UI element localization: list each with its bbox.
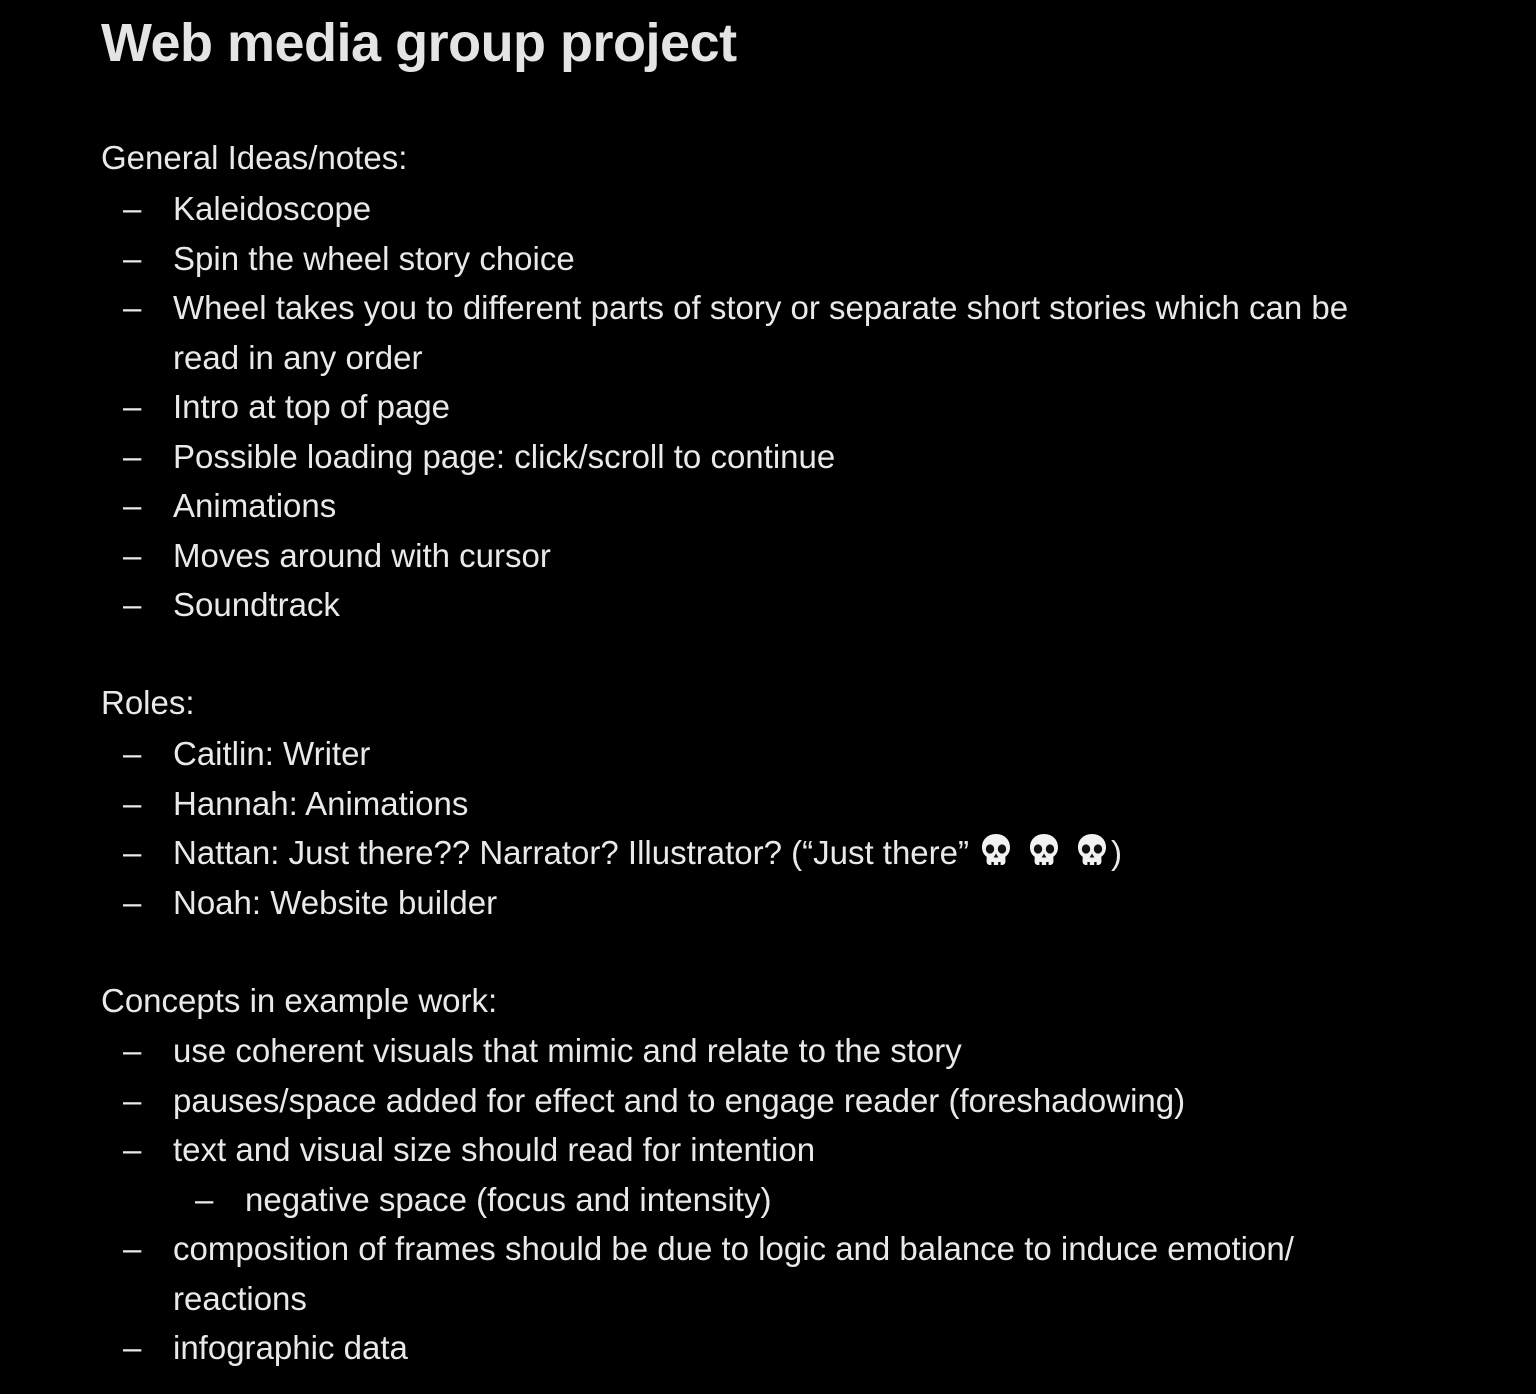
dash-bullet: – [123, 834, 142, 871]
list-item: – Soundtrack [101, 580, 1403, 630]
dash-bullet: – [123, 784, 142, 822]
list-item: – Spin the wheel story choice [101, 234, 1403, 284]
roles-heading: Roles: [101, 684, 195, 721]
dash-bullet: – [123, 1329, 142, 1366]
list-item: – use coherent visuals that mimic and relate to the story [101, 1026, 1403, 1076]
list-item: – Animations [101, 481, 1403, 531]
dash-bullet: – [123, 289, 142, 326]
skull-icon [1027, 832, 1061, 870]
dash-bullet: – [123, 388, 142, 425]
dash-bullet: – [123, 883, 142, 921]
dash-bullet: – [123, 190, 142, 227]
dash-bullet: – [123, 437, 142, 475]
list-item: – Moves around with cursor [101, 531, 1403, 581]
sub-list-item: – negative space (focus and intensity) [101, 1175, 1403, 1225]
list-item: – Wheel takes you to different parts of story or separate short stories which can be read in any order [101, 283, 1403, 382]
concepts-heading: Concepts in example work: [101, 982, 498, 1019]
dash-bullet: – [123, 1131, 142, 1168]
ideas-list [101, 184, 1403, 630]
list-item: – pauses/space added for effect and to engage reader (foreshadowing) [101, 1076, 1403, 1126]
dash-bullet: – [123, 1081, 142, 1119]
dash-bullet: – [123, 239, 142, 277]
dash-bullet: – [123, 1032, 142, 1069]
dash-bullet: – [123, 1230, 142, 1267]
dash-bullet: – [195, 1180, 214, 1218]
list-item: – Nattan: Just there?? Narrator? Illustrator? (“Just there” ) [101, 828, 1403, 878]
dash-bullet: – [123, 735, 142, 772]
list-item: – Caitlin: Writer [101, 729, 1403, 779]
dash-bullet: – [123, 536, 142, 574]
dash-bullet: – [123, 487, 142, 524]
list-item: – infographic data [101, 1323, 1403, 1373]
list-item: – composition of frames should be due to logic and balance to induce emotion/ reactions [101, 1224, 1403, 1323]
list-item: – Noah: Website builder [101, 878, 1403, 928]
list-item: – Kaleidoscope [101, 184, 1403, 234]
dash-bullet: – [123, 586, 142, 623]
skull-icon [979, 832, 1013, 870]
ideas-heading: General Ideas/notes: [101, 139, 408, 176]
list-item: – Possible loading page: click/scroll to continue [101, 432, 1403, 482]
note-title: Web media group project [101, 13, 737, 73]
list-item: – Hannah: Animations [101, 779, 1403, 829]
skull-icon [1075, 832, 1109, 870]
list-item: – text and visual size should read for intention [101, 1125, 1403, 1175]
roles-list [101, 729, 1403, 927]
concepts-list [101, 1026, 1403, 1373]
list-item: – Intro at top of page [101, 382, 1403, 432]
